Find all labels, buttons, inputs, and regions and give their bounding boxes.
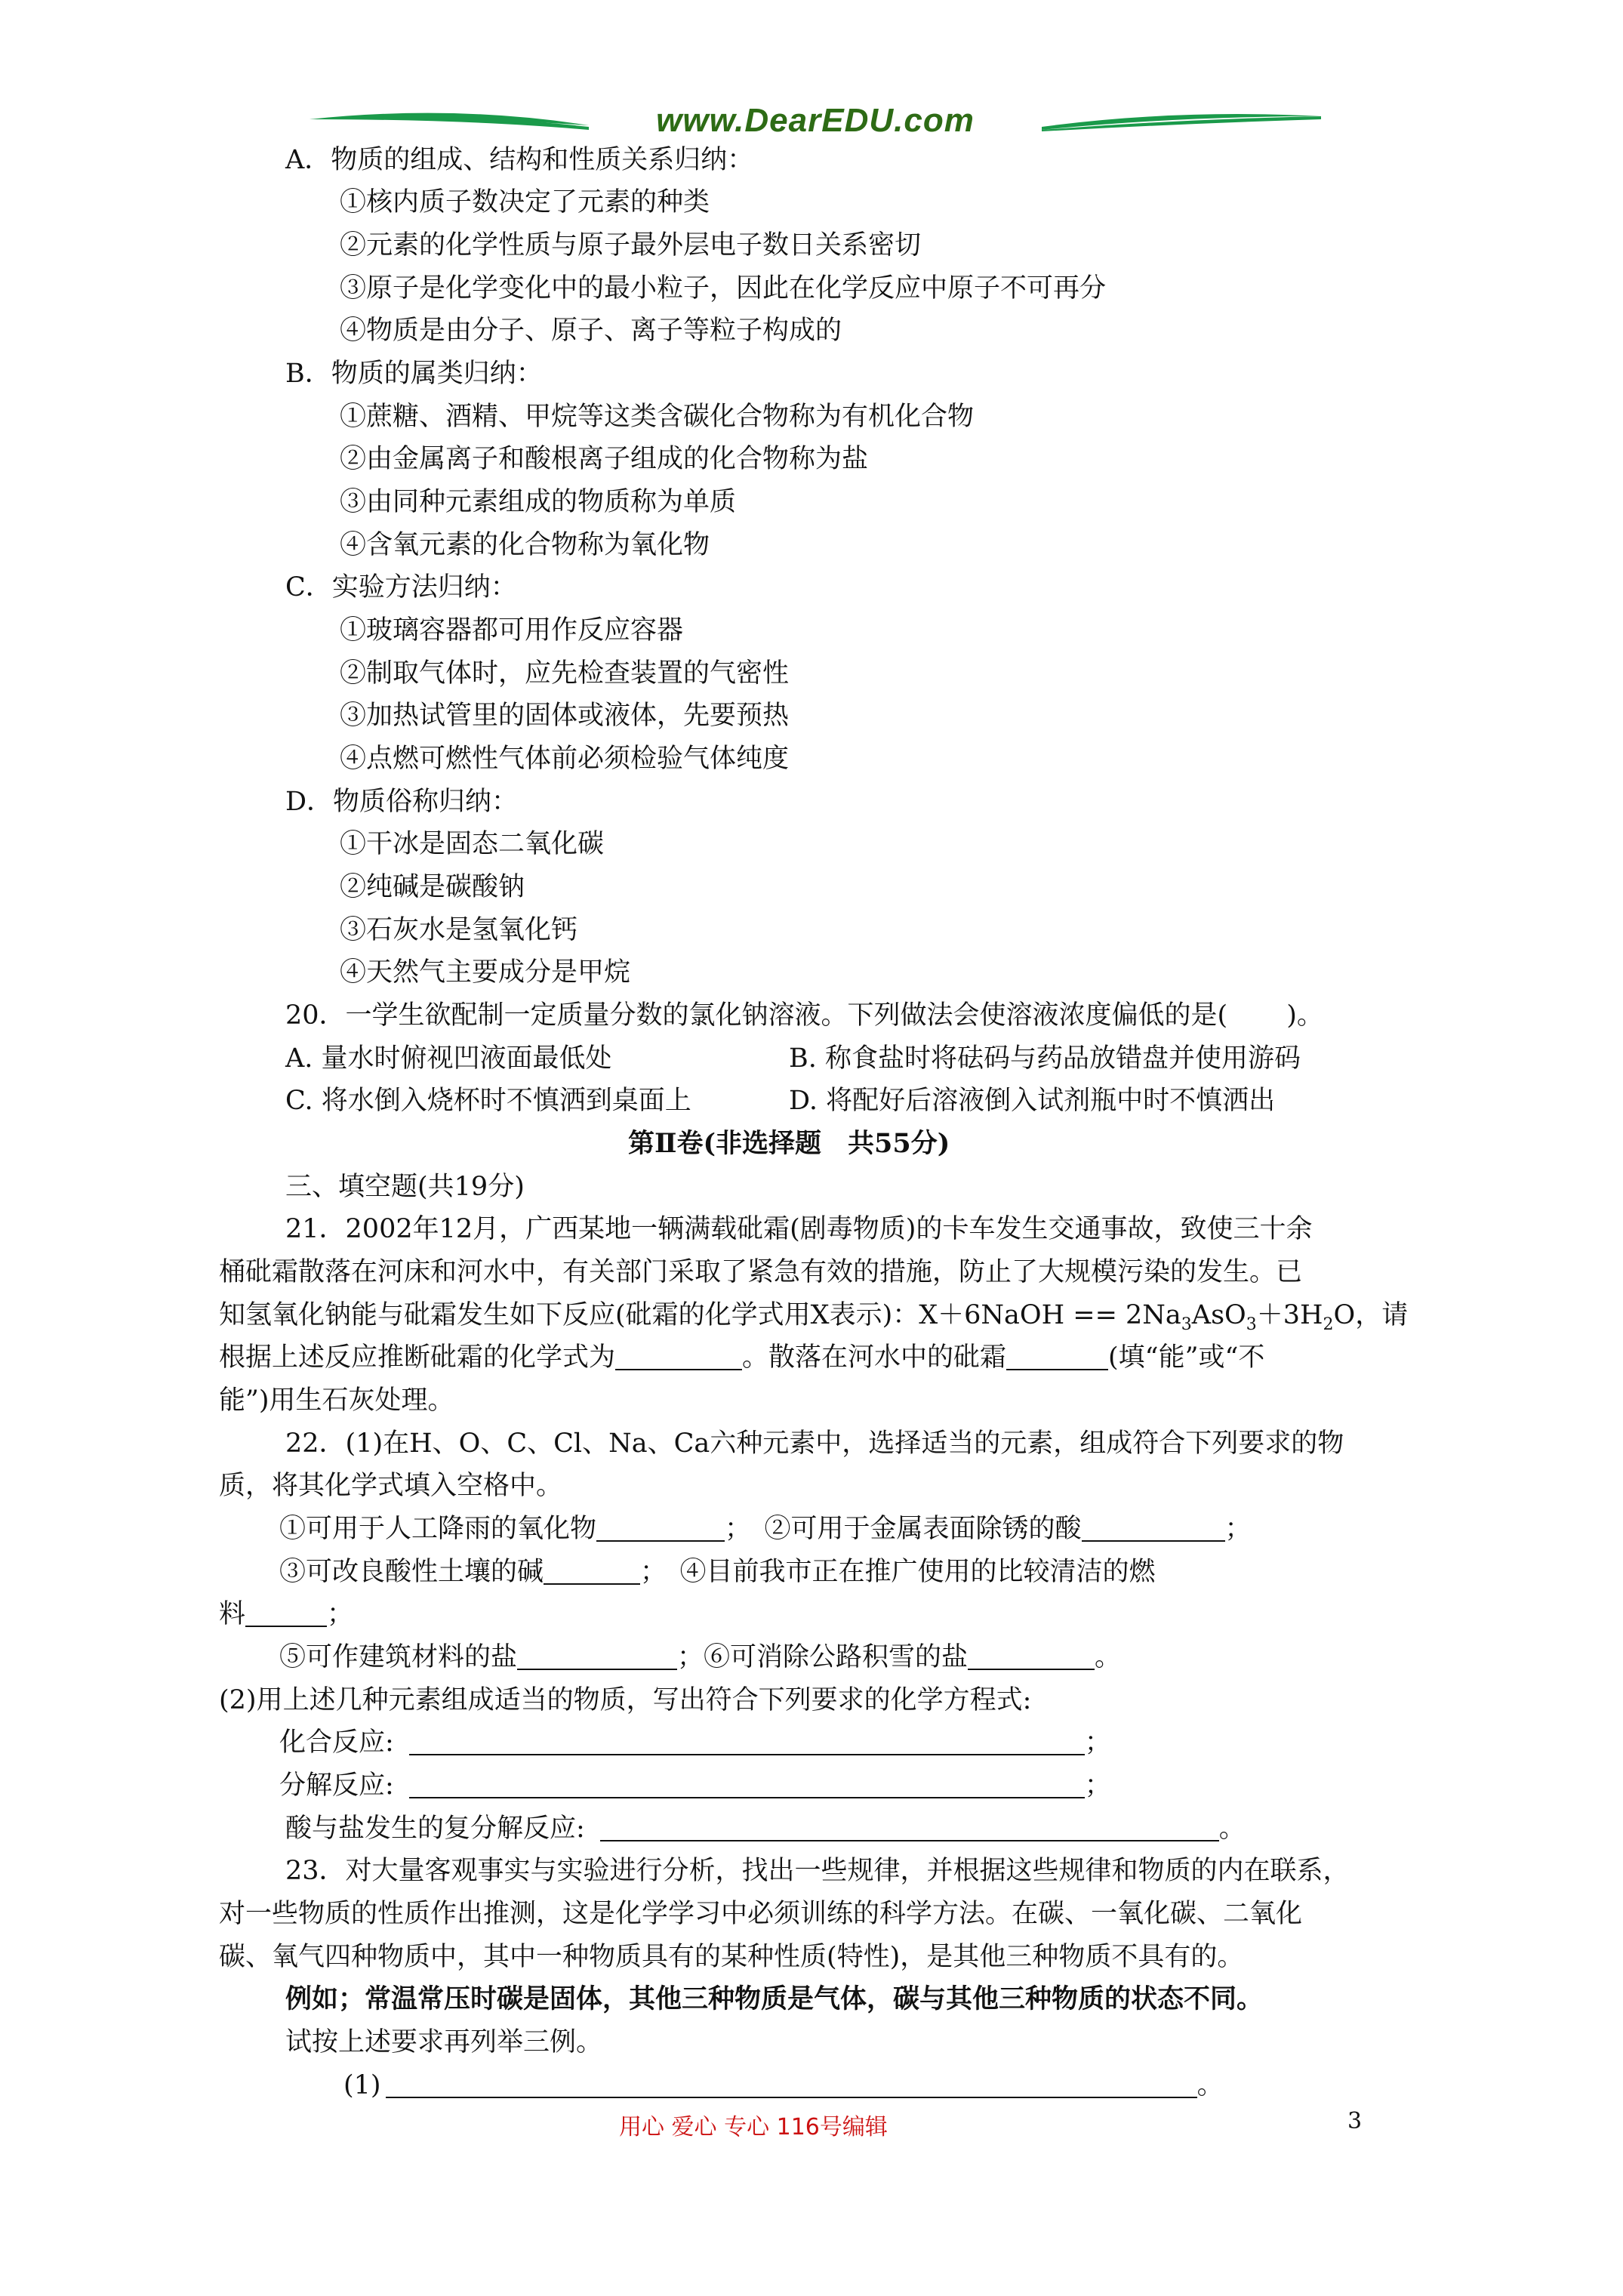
q21-subscript-3b: 3 <box>1246 1315 1257 1334</box>
q22-items-1 <box>279 1510 1252 1548</box>
q22-blank-oxide[interactable] <box>596 1516 725 1542</box>
q22-item-4-end: ； <box>327 1599 354 1629</box>
section-3-title: 三、填空题(共19分) <box>285 1172 525 1202</box>
q22-item-2-end: ； <box>1224 1514 1252 1544</box>
q21-formula-blank[interactable] <box>615 1345 742 1370</box>
q23-line-1: 23．对大量客观事实与实验进行分析，找出一些规律，并根据这些规律和物质的内在联系， <box>285 1856 1350 1886</box>
q23-item-1 <box>343 2066 1224 2104</box>
q23-line-2: 对一些物质的性质作出推测，这是化学学习中必须训练的科学方法。在碳、一氧化碳、二氧化 <box>219 1899 1303 1929</box>
q21-line-4-text: 根据上述反应推断砒霜的化学式为 <box>219 1342 616 1373</box>
part-c-item-2: ②制取气体时，应先检查装置的气密性 <box>340 658 790 689</box>
q22-combination-label: 化合反应: <box>279 1727 394 1758</box>
q22-decomposition-blank[interactable] <box>409 1773 1085 1798</box>
part-d-item-4: ④天然气主要成分是甲烷 <box>340 957 631 988</box>
q23-instruction: 试按上述要求再列举三例。 <box>285 2027 603 2057</box>
part-d-item-3: ③石灰水是氢氧化钙 <box>340 915 578 945</box>
q22-decomposition <box>279 1767 1111 1804</box>
part-d-item-1: ①干冰是固态二氧化碳 <box>340 829 605 859</box>
q22-combination-blank[interactable] <box>409 1730 1085 1755</box>
part-b-item-1: ①蔗糖、酒精、甲烷等这类含碳化合物称为有机化合物 <box>340 402 975 432</box>
q21-line-4 <box>219 1339 1264 1376</box>
q22-items-2-cont <box>219 1595 353 1633</box>
q22-acid-salt <box>285 1810 1246 1848</box>
part-a-item-4: ④物质是由分子、原子、离子等粒子构成的 <box>340 316 842 346</box>
q23-example: 例如；常温常压时碳是固体，其他三种物质是气体，碳与其他三种物质的状态不同。 <box>285 1983 1264 2014</box>
q22-line-1: 22．(1)在H、O、C、Cl、Na、Ca六种元素中，选择适当的元素，组成符合下列要求的物 <box>285 1428 1344 1459</box>
q22-blank-acid[interactable] <box>1082 1516 1225 1542</box>
q22-part-2: (2)用上述几种元素组成适当的物质，写出符合下列要求的化学方程式: <box>219 1685 1032 1715</box>
q21-line-2: 桶砒霜散落在河床和河水中，有关部门采取了紧急有效的措施，防止了大规模污染的发生。已 <box>219 1257 1303 1287</box>
page-number: 3 <box>1347 2108 1363 2134</box>
q20-option-b: B. 称食盐时将砝码与药品放错盘并使用游码 <box>789 1043 1301 1074</box>
q22-decomposition-label: 分解反应: <box>279 1771 394 1801</box>
q22-blank-building-salt[interactable] <box>517 1644 677 1670</box>
q22-item-6-text: ；⑥可消除公路积雪的盐 <box>677 1642 969 1672</box>
part-b-item-4: ④含氧元素的化合物称为氧化物 <box>340 530 710 560</box>
q22-blank-fuel[interactable] <box>245 1601 327 1627</box>
q21-plus-h: ＋3H <box>1256 1300 1323 1330</box>
q21-line-3-end: O，请 <box>1333 1300 1409 1330</box>
q23-item-1-end: 。 <box>1196 2070 1224 2100</box>
q23-item-1-blank[interactable] <box>386 2073 1197 2098</box>
part-d-item-2: ②纯碱是碳酸钠 <box>340 872 525 902</box>
q22-item-2-text: ； ②可用于金属表面除锈的酸 <box>725 1514 1082 1544</box>
q21-line-5: 能”)用生石灰处理。 <box>219 1385 454 1416</box>
q21-line-3 <box>219 1296 1408 1344</box>
q22-combination <box>279 1724 1111 1761</box>
q21-subscript-2: 2 <box>1323 1315 1334 1334</box>
q21-aso: AsO <box>1191 1300 1246 1330</box>
footer-slogan: 用心 爱心 专心 116号编辑 <box>619 2114 888 2140</box>
q23-line-3: 碳、氧气四种物质中，其中一种物质具有的某种性质(特性)，是其他三种物质不具有的。 <box>219 1942 1244 1972</box>
q22-items-2 <box>279 1553 1156 1591</box>
q21-line-3-text: 知氢氧化钠能与砒霜发生如下反应(砒霜的化学式用X表示)：X＋6NaOH == 2Na <box>219 1300 1181 1330</box>
part-c-heading: C．实验方法归纳： <box>285 572 517 603</box>
part-c-item-3: ③加热试管里的固体或液体，先要预热 <box>340 701 790 731</box>
q21-line-4-end: (填“能”或“不 <box>1108 1342 1265 1373</box>
q20-stem-end: )。 <box>1286 1000 1323 1031</box>
q22-acid-salt-end: 。 <box>1218 1814 1246 1844</box>
part-a-item-3: ③原子是化学变化中的最小粒子，因此在化学反应中原子不可再分 <box>340 273 1107 304</box>
part-b-item-2: ②由金属离子和酸根离子组成的化合物称为盐 <box>340 444 869 474</box>
q22-item-3-text: ③可改良酸性土壤的碱 <box>279 1557 544 1587</box>
q22-line-2: 质，将其化学式填入空格中。 <box>219 1471 563 1501</box>
q22-item-4-text: ； ④目前我市正在推广使用的比较清洁的燃 <box>640 1557 1156 1587</box>
q22-decomposition-end: ； <box>1084 1771 1111 1801</box>
q21-line-1: 21．2002年12月，广西某地一辆满载砒霜(剧毒物质)的卡车发生交通事故，致使三十余 <box>285 1214 1313 1244</box>
q23-item-1-label: (1) <box>343 2070 381 2100</box>
q22-combination-end: ； <box>1084 1727 1111 1758</box>
q22-acid-salt-blank[interactable] <box>600 1816 1219 1841</box>
q20-option-a: A. 量水时俯视凹液面最低处 <box>285 1043 612 1074</box>
q22-blank-base[interactable] <box>544 1559 640 1585</box>
part-a-heading: A．物质的组成、结构和性质关系归纳： <box>285 145 754 175</box>
part-d-heading: D．物质俗称归纳： <box>285 787 519 817</box>
q20-stem-text: 20．一学生欲配制一定质量分数的氯化钠溶液。下列做法会使溶液浓度偏低的是( <box>285 1000 1228 1031</box>
part-c-item-1: ①玻璃容器都可用作反应容器 <box>340 615 684 646</box>
part-a-item-2: ②元素的化学性质与原子最外层电子数日关系密切 <box>340 230 922 260</box>
q22-acid-salt-label: 酸与盐发生的复分解反应: <box>285 1814 585 1844</box>
q21-lime-blank[interactable] <box>1006 1345 1108 1370</box>
q20-option-c: C. 将水倒入烧杯时不慎洒到桌面上 <box>285 1086 691 1116</box>
site-title[interactable]: www.DearEDU.com <box>656 102 975 139</box>
part-b-heading: B．物质的属类归纳： <box>285 359 543 389</box>
q22-item-1-text: ①可用于人工降雨的氧化物 <box>279 1514 597 1544</box>
part-b-item-3: ③由同种元素组成的物质称为单质 <box>340 487 737 517</box>
q20-option-d: D. 将配好后溶液倒入试剂瓶中时不慎洒出 <box>789 1086 1276 1116</box>
q22-blank-deicing-salt[interactable] <box>968 1644 1095 1670</box>
q22-item-6-end: 。 <box>1095 1642 1122 1672</box>
part-c-item-4: ④点燃可燃性气体前必须检验气体纯度 <box>340 744 790 774</box>
q21-subscript-3: 3 <box>1181 1315 1192 1334</box>
part-a-item-1: ①核内质子数决定了元素的种类 <box>340 187 710 217</box>
q22-item-5-text: ⑤可作建筑材料的盐 <box>279 1642 518 1672</box>
volume-2-title: 第Ⅱ卷(非选择题 共55分) <box>628 1128 950 1159</box>
q22-item-4-cont: 料 <box>219 1599 246 1629</box>
q22-items-3 <box>279 1638 1121 1676</box>
q20-stem <box>285 997 1323 1034</box>
q21-line-4-mid: 。散落在河水中的砒霜 <box>742 1342 1007 1373</box>
